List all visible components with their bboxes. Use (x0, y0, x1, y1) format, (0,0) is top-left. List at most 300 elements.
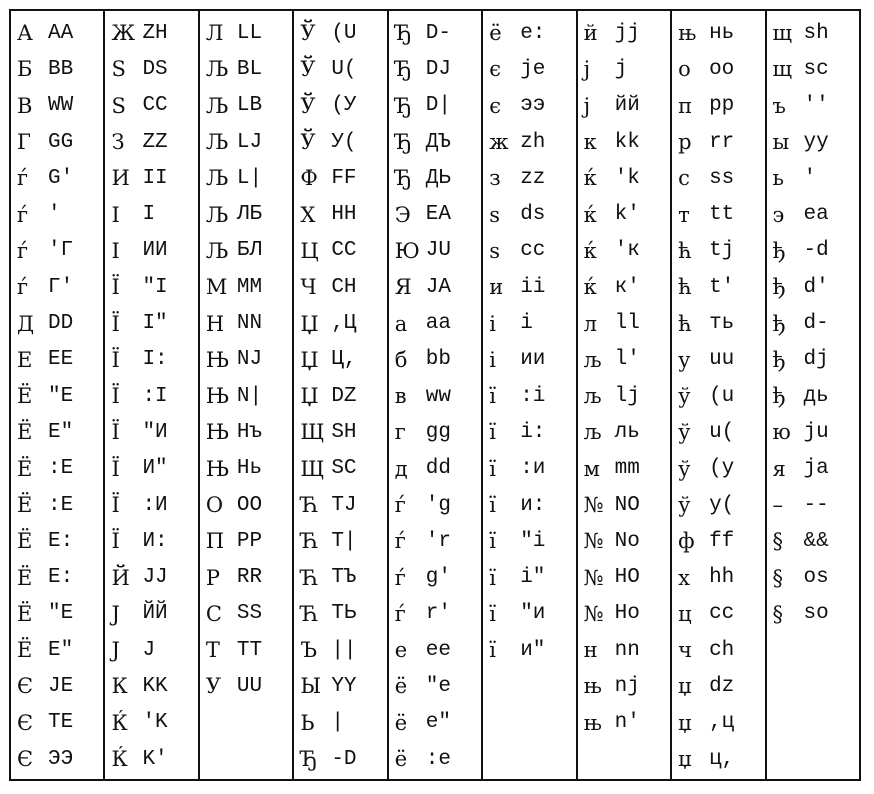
table-row (11, 378, 103, 414)
transliteration-code: I" (142, 312, 168, 336)
cyrillic-char: Ђ (394, 93, 412, 118)
transliteration-code: oo (709, 57, 735, 81)
cyrillic-char: № (583, 493, 604, 517)
transliteration-code: || (331, 638, 357, 662)
cyrillic-char: Ё (17, 601, 33, 626)
table-row (578, 523, 670, 559)
cyrillic-char: Ћ (300, 565, 319, 590)
table-row (389, 451, 481, 487)
table-row (200, 124, 292, 160)
transliteration-code: aa (425, 312, 451, 336)
transliteration-code: je (520, 57, 546, 81)
cyrillic-char: в (394, 384, 407, 409)
table-row (578, 632, 670, 668)
cyrillic-char: Ї (111, 529, 120, 554)
cyrillic-char: і (489, 347, 496, 372)
transliteration-code: GG (48, 130, 74, 154)
transliteration-code: "i (520, 529, 546, 553)
cyrillic-char: Ы (300, 674, 321, 699)
cyrillic-char: А (17, 21, 33, 46)
cyrillic-char: ё (394, 710, 408, 735)
transliteration-code: ea (803, 203, 829, 227)
cyrillic-char: ѕ (489, 202, 500, 227)
transliteration-code: so (803, 602, 829, 626)
transliteration-code: ff (709, 529, 735, 553)
table-row (294, 559, 386, 595)
cyrillic-char: М (205, 275, 228, 300)
cyrillic-char: э (772, 202, 785, 227)
table-row (200, 559, 292, 595)
table-row (11, 269, 103, 305)
transliteration-code: CC (331, 239, 357, 263)
transliteration-code: tt (709, 203, 735, 227)
transliteration-code: ээ (520, 94, 546, 118)
transliteration-code: И" (142, 457, 168, 481)
cyrillic-char: Г (17, 130, 31, 155)
table-row (767, 451, 859, 487)
table-row (294, 523, 386, 559)
transliteration-code: ZH (142, 21, 168, 45)
cyrillic-char: Ђ (394, 166, 412, 191)
table-row (200, 487, 292, 523)
table-row (11, 559, 103, 595)
transliteration-code: N| (236, 384, 263, 408)
table-row (578, 342, 670, 378)
cyrillic-char: м (583, 456, 600, 481)
transliteration-code: u( (709, 420, 735, 444)
cyrillic-char: ё (394, 747, 408, 772)
transliteration-code: ,Ц (331, 312, 357, 336)
transliteration-code: II (142, 166, 168, 190)
cyrillic-char: ѓ (17, 238, 29, 263)
cyrillic-char: ђ (772, 384, 786, 409)
transliteration-code: TE (48, 711, 74, 735)
cyrillic-char: ч (678, 638, 692, 663)
table-row (483, 342, 575, 378)
table-row (767, 305, 859, 341)
cyrillic-char: ѓ (17, 202, 29, 227)
cyrillic-char: І (111, 238, 120, 263)
transliteration-code: БЛ (236, 239, 263, 263)
cyrillic-char: л (583, 311, 597, 336)
table-row (389, 233, 481, 269)
transliteration-code: ll (614, 312, 640, 336)
table-row (11, 88, 103, 124)
cyrillic-char: љ (583, 384, 602, 409)
table-row (767, 233, 859, 269)
transliteration-code: E" (48, 420, 74, 444)
cyrillic-char: ќ (583, 166, 597, 191)
transliteration-code: к' (614, 275, 640, 299)
table-row (672, 124, 764, 160)
table-row (672, 51, 764, 87)
transliteration-code: SS (236, 602, 263, 626)
table-row (200, 51, 292, 87)
cyrillic-char: Е (17, 347, 33, 372)
table-row (483, 233, 575, 269)
transliteration-code: (U (331, 21, 357, 45)
transliteration-code: L| (236, 166, 263, 190)
transliteration-code: :i (520, 384, 546, 408)
cyrillic-char: Љ (205, 57, 229, 82)
table-row (105, 559, 197, 595)
table-row (105, 523, 197, 559)
transliteration-code: (u (709, 384, 735, 408)
cyrillic-char: І (111, 202, 120, 227)
table-row (105, 705, 197, 741)
cyrillic-char: Є (17, 710, 34, 735)
table-row (294, 88, 386, 124)
cyrillic-char: Ь (300, 710, 315, 735)
transliteration-code: r' (425, 602, 451, 626)
cyrillic-char: Т (205, 638, 220, 663)
table-row (389, 741, 481, 777)
table-row (294, 51, 386, 87)
table-row (11, 196, 103, 232)
cyrillic-char: љ (583, 420, 602, 445)
table-row (672, 414, 764, 450)
cyrillic-char: ѓ (394, 529, 406, 554)
transliteration-code: "e (425, 674, 451, 698)
table-row (767, 487, 859, 523)
cyrillic-char: Ђ (394, 130, 412, 155)
cyrillic-char: О (205, 493, 224, 517)
table-row (767, 559, 859, 595)
table-row (483, 414, 575, 450)
cyrillic-char: Џ (300, 347, 319, 372)
transliteration-code: T| (331, 529, 357, 553)
table-row (200, 378, 292, 414)
transliteration-code: "I (142, 275, 168, 299)
cyrillic-char: § (772, 565, 783, 590)
table-row (294, 124, 386, 160)
table-row (294, 596, 386, 632)
table-row (578, 233, 670, 269)
table-row (389, 196, 481, 232)
cyrillic-char: п (678, 93, 693, 118)
transliteration-code: TT (236, 638, 263, 662)
cyrillic-char: о (678, 57, 691, 82)
table-row (200, 668, 292, 704)
cyrillic-char: ё (489, 21, 502, 46)
table-column (11, 11, 105, 779)
transliteration-code: 'g (425, 493, 451, 517)
table-row (11, 342, 103, 378)
table-row (767, 342, 859, 378)
cyrillic-char: Ї (111, 347, 120, 372)
table-row (105, 487, 197, 523)
transliteration-code: :I (142, 384, 168, 408)
cyrillic-char: џ (678, 747, 692, 772)
transliteration-code: Г' (48, 275, 74, 299)
transliteration-code: ,ц (709, 711, 735, 735)
table-row (578, 705, 670, 741)
table-row (578, 378, 670, 414)
table-row (105, 378, 197, 414)
cyrillic-char: j (583, 93, 591, 118)
transliteration-code: ja (803, 457, 829, 481)
cyrillic-char: њ (583, 674, 602, 699)
table-row (11, 15, 103, 51)
transliteration-code: 'r (425, 529, 451, 553)
table-row (578, 51, 670, 87)
cyrillic-char: ћ (678, 311, 692, 336)
cyrillic-char: № (583, 529, 604, 554)
table-row (483, 487, 575, 523)
table-row (483, 269, 575, 305)
transliteration-code: l' (614, 348, 640, 372)
transliteration-code: lj (614, 384, 640, 408)
transliteration-code: и: (520, 493, 546, 517)
table-row (200, 632, 292, 668)
table-row (11, 51, 103, 87)
table-row (672, 487, 764, 523)
cyrillic-char: Ў (300, 130, 316, 155)
transliteration-code: AA (48, 21, 74, 45)
table-row (672, 451, 764, 487)
cyrillic-char: З (111, 130, 125, 155)
table-row (483, 451, 575, 487)
table-row (767, 196, 859, 232)
transliteration-code: gg (425, 420, 451, 444)
cyrillic-char: ё (394, 674, 408, 699)
cyrillic-char: ж (489, 130, 509, 155)
table-row (483, 305, 575, 341)
cyrillic-char: В (17, 93, 33, 118)
table-row (672, 233, 764, 269)
table-row (200, 414, 292, 450)
cyrillic-char: ћ (678, 238, 692, 263)
cyrillic-char: б (394, 347, 408, 372)
transliteration-code: JJ (142, 566, 168, 590)
cyrillic-char: к (583, 130, 597, 155)
transliteration-code: g' (425, 566, 451, 590)
transliteration-code: ii (520, 275, 546, 299)
transliteration-code: ju (803, 420, 829, 444)
cyrillic-char: з (489, 166, 501, 191)
table-row (105, 668, 197, 704)
table-row (578, 15, 670, 51)
table-row (389, 88, 481, 124)
table-row (483, 160, 575, 196)
cyrillic-char: § (772, 601, 783, 626)
table-row (767, 124, 859, 160)
cyrillic-char: Ё (17, 420, 33, 445)
cyrillic-char: Ц (300, 238, 319, 263)
table-row (200, 196, 292, 232)
cyrillic-char: Ј (111, 601, 120, 626)
cyrillic-char: Ћ (300, 601, 319, 626)
table-row (578, 305, 670, 341)
cyrillic-char: ї (489, 420, 496, 445)
transliteration-code: и" (520, 638, 546, 662)
table-column (767, 11, 859, 779)
transliteration-code: :E (48, 493, 74, 517)
transliteration-code: 'k (614, 166, 640, 190)
transliteration-code: CC (142, 94, 168, 118)
table-row (105, 269, 197, 305)
transliteration-code: e" (425, 711, 451, 735)
transliteration-code: nj (614, 674, 640, 698)
cyrillic-char: ў (678, 493, 691, 517)
transliteration-code: i: (520, 420, 546, 444)
table-row (767, 523, 859, 559)
transliteration-code: t' (709, 275, 735, 299)
table-row (105, 414, 197, 450)
table-row (578, 487, 670, 523)
transliteration-code: e: (520, 21, 546, 45)
cyrillic-char: Ї (111, 275, 120, 300)
cyrillic-char: ы (772, 130, 790, 155)
transliteration-code: NO (614, 493, 640, 517)
transliteration-code: yy (803, 130, 829, 154)
table-row (672, 705, 764, 741)
cyrillic-char: Ю (394, 238, 420, 263)
table-row (672, 523, 764, 559)
transliteration-code: ds (520, 203, 546, 227)
cyrillic-char: ђ (772, 311, 786, 336)
transliteration-code: jj (614, 21, 640, 45)
cyrillic-char: ђ (772, 238, 786, 263)
table-row (105, 124, 197, 160)
transliteration-code: pp (709, 94, 735, 118)
table-row (294, 15, 386, 51)
transliteration-code: -D (331, 747, 357, 771)
cyrillic-char: Є (17, 674, 34, 699)
table-row (389, 414, 481, 450)
table-row (294, 196, 386, 232)
cyrillic-char: Х (300, 202, 316, 227)
table-row (767, 596, 859, 632)
cyrillic-char: й (583, 21, 598, 46)
cyrillic-char: ѓ (17, 275, 29, 300)
cyrillic-char: Љ (205, 202, 229, 227)
table-row (105, 196, 197, 232)
transliteration-code: :e (425, 747, 451, 771)
cyrillic-char: е (394, 638, 408, 663)
transliteration-code: E" (48, 638, 74, 662)
transliteration-code: И: (142, 529, 168, 553)
table-row (672, 741, 764, 777)
table-row (672, 160, 764, 196)
cyrillic-char: Ћ (300, 529, 319, 554)
table-row (105, 632, 197, 668)
transliteration-code: Нъ (236, 420, 263, 444)
transliteration-code: hh (709, 566, 735, 590)
cyrillic-char: ў (678, 420, 691, 445)
cyrillic-char: д (394, 456, 408, 481)
cyrillic-char: Ё (17, 456, 33, 481)
cyrillic-char: Я (394, 275, 412, 300)
table-row (483, 15, 575, 51)
transliteration-code: JA (425, 275, 451, 299)
cyrillic-char: љ (583, 347, 602, 372)
cyrillic-char: С (205, 601, 222, 626)
transliteration-code: ss (709, 166, 735, 190)
table-row (578, 88, 670, 124)
transliteration-code: E: (48, 529, 74, 553)
transliteration-code: ль (614, 420, 640, 444)
table-row (11, 233, 103, 269)
transliteration-code: J (142, 638, 156, 662)
transliteration-code: TJ (331, 493, 357, 517)
table-row (105, 596, 197, 632)
cyrillic-char: Љ (205, 93, 229, 118)
cyrillic-char: р (678, 130, 692, 155)
table-row (578, 269, 670, 305)
table-row (389, 269, 481, 305)
cyrillic-char: Ё (17, 493, 33, 517)
transliteration-code: kk (614, 130, 640, 154)
transliteration-code: DJ (425, 57, 451, 81)
table-row (11, 124, 103, 160)
table-row (294, 342, 386, 378)
cyrillic-char: J (111, 638, 120, 663)
cyrillic-char: ѓ (17, 166, 29, 191)
transliteration-code: i (520, 312, 533, 336)
transliteration-code: zz (520, 166, 546, 190)
table-row (11, 523, 103, 559)
transliteration-code: Ц, (331, 348, 357, 372)
cyrillic-char: Й (111, 565, 130, 590)
transliteration-code: JE (48, 674, 74, 698)
table-row (672, 668, 764, 704)
cyrillic-char: Э (394, 202, 411, 227)
transliteration-code: Ho (614, 602, 640, 626)
table-row (389, 523, 481, 559)
table-row (767, 51, 859, 87)
table-row (200, 305, 292, 341)
cyrillic-char: Ї (111, 384, 120, 409)
cyrillic-char: у (678, 347, 691, 372)
cyrillic-char: Р (205, 565, 221, 590)
transliteration-code: ДЪ (425, 130, 451, 154)
cyrillic-char: ю (772, 420, 791, 445)
transliteration-code: TЪ (331, 566, 357, 590)
table-row (672, 342, 764, 378)
table-row (11, 160, 103, 196)
cyrillic-char: Њ (205, 420, 230, 445)
table-row (483, 596, 575, 632)
table-row (200, 596, 292, 632)
cyrillic-char: П (205, 529, 225, 554)
transliteration-code: cc (520, 239, 546, 263)
transliteration-code: SH (331, 420, 357, 444)
table-row (578, 559, 670, 595)
transliteration-code: У( (331, 130, 357, 154)
cyrillic-char: њ (583, 710, 602, 735)
transliteration-code: LB (236, 94, 263, 118)
cyrillic-char: ђ (772, 275, 786, 300)
table-row (578, 414, 670, 450)
transliteration-code: (У (331, 94, 357, 118)
table-row (483, 378, 575, 414)
cyrillic-char: № (583, 565, 604, 590)
transliteration-code: d- (803, 312, 829, 336)
transliteration-code: os (803, 566, 829, 590)
transliteration-code: 'Г (48, 239, 74, 263)
transliteration-code: ZZ (142, 130, 168, 154)
transliteration-code: ИИ (142, 239, 168, 263)
transliteration-code: D| (425, 94, 451, 118)
table-row (105, 741, 197, 777)
transliteration-code: RR (236, 566, 263, 590)
table-row (11, 487, 103, 523)
cyrillic-char: Ў (300, 57, 316, 82)
table-row (767, 15, 859, 51)
transliteration-code: tj (709, 239, 735, 263)
table-row (200, 88, 292, 124)
